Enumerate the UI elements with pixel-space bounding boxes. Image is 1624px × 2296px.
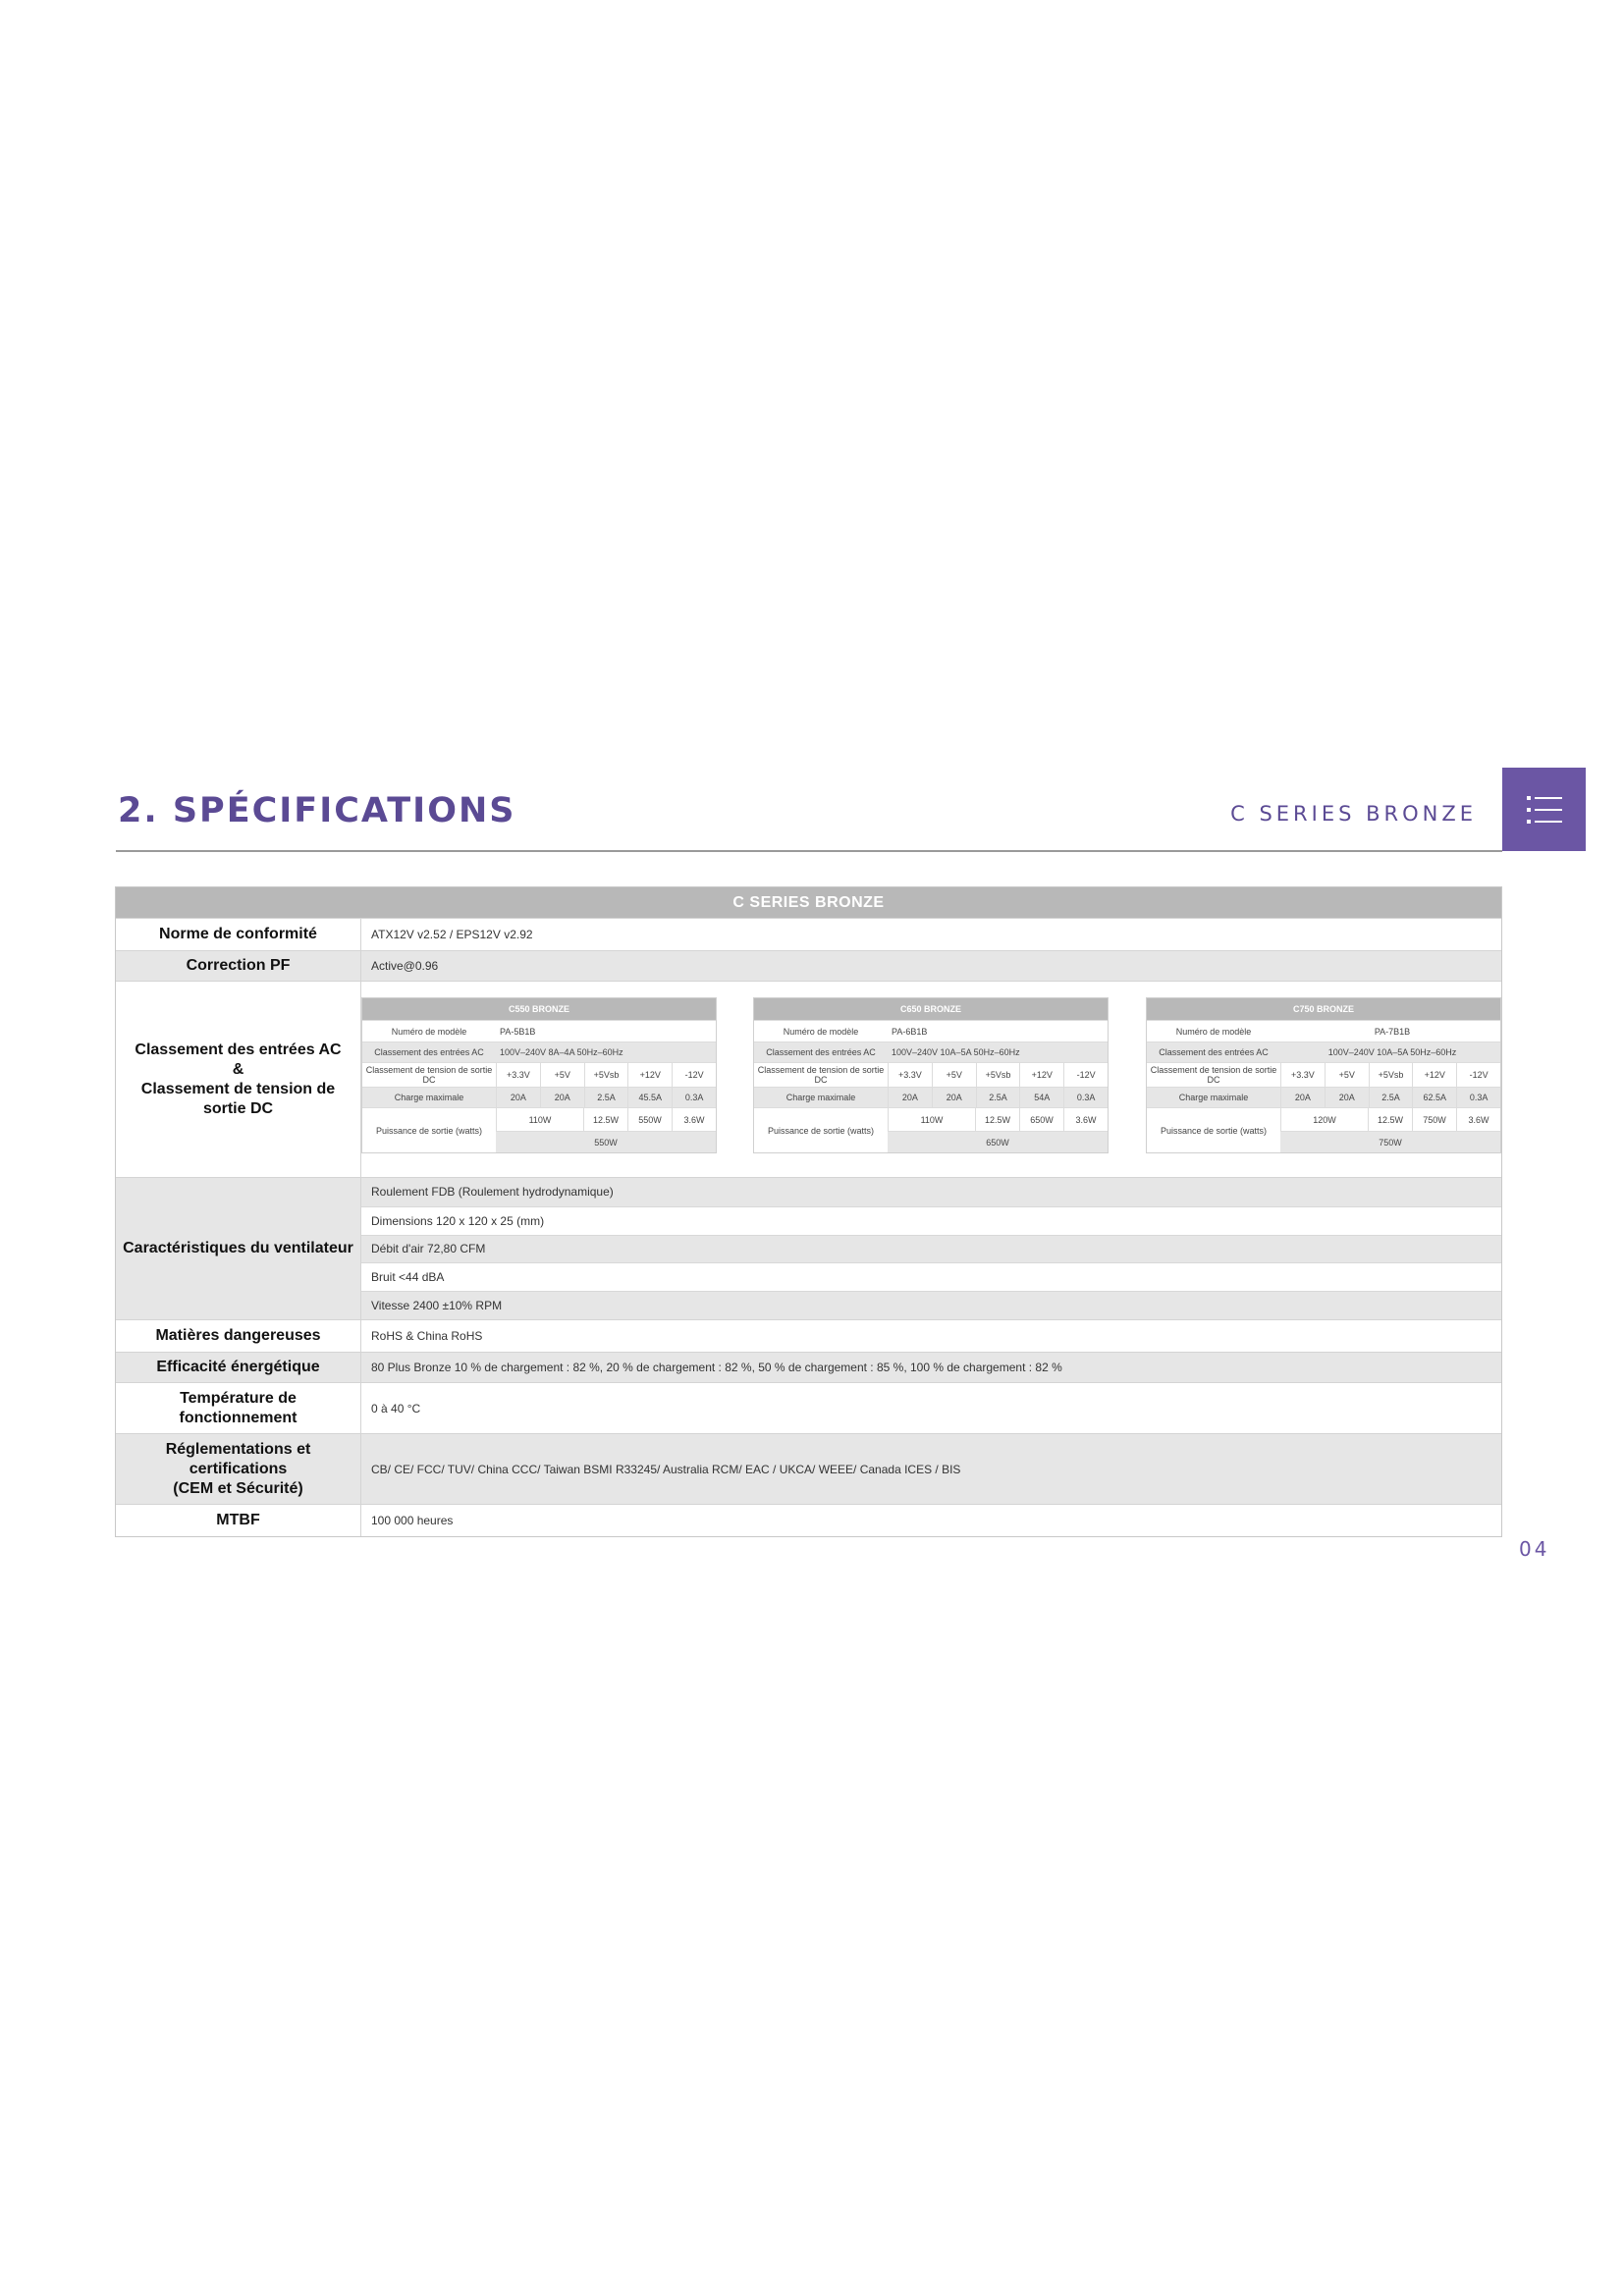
model-number-value: PA-7B1B xyxy=(1374,1026,1411,1037)
matieres-label: Matières dangereuses xyxy=(116,1320,361,1352)
voltage-cell: +3.3V xyxy=(496,1063,540,1087)
load-cell: 20A xyxy=(496,1088,540,1107)
ac-row xyxy=(1147,1041,1500,1062)
voltage-cell: +5Vsb xyxy=(1369,1063,1413,1087)
reglementations-label xyxy=(116,1434,361,1504)
model-number-value: PA-6B1B xyxy=(892,1026,928,1037)
power-cell: 3.6W xyxy=(1063,1108,1108,1131)
load-cell: 20A xyxy=(888,1088,932,1107)
reglementations-label-line1: Réglementations et certifications xyxy=(165,1440,311,1477)
dc-label: Classement de tension de sortie DC xyxy=(1150,1065,1277,1085)
classement-label-line2: & xyxy=(232,1060,244,1078)
power-cell: 110W xyxy=(496,1108,583,1131)
model-header: C550 BRONZE xyxy=(362,998,716,1020)
row-temperature xyxy=(116,1382,1501,1433)
title-rule xyxy=(116,850,1502,852)
classement-label-line1: Classement des entrées AC xyxy=(135,1041,342,1058)
power-cell: 550W xyxy=(627,1108,672,1131)
row-reglementations xyxy=(116,1433,1501,1504)
load-cell: 0.3A xyxy=(672,1088,716,1107)
list-icon xyxy=(1524,789,1565,830)
total-power: 650W xyxy=(888,1131,1108,1152)
pf-label: Correction PF xyxy=(116,951,361,981)
menu-button[interactable] xyxy=(1502,768,1586,851)
voltage-cell: -12V xyxy=(1456,1063,1500,1087)
ac-value: 100V–240V 8A–4A 50Hz–60Hz xyxy=(500,1047,623,1057)
efficacite-value: 80 Plus Bronze 10 % de chargement : 82 %, 20 % de chargement : 82 %, 50 % de chargement : 85 %, 100 % de chargement : 82 % xyxy=(371,1361,1062,1374)
temperature-value: 0 à 40 °C xyxy=(371,1401,421,1415)
dc-label: Classement de tension de sortie DC xyxy=(365,1065,493,1085)
model-header: C750 BRONZE xyxy=(1147,998,1500,1020)
reglementations-label-line2: (CEM et Sécurité) xyxy=(173,1479,303,1497)
total-power: 750W xyxy=(1280,1131,1500,1152)
load-cell: 62.5A xyxy=(1412,1088,1456,1107)
voltage-cell: +5V xyxy=(1325,1063,1369,1087)
power-cell: 3.6W xyxy=(672,1108,716,1131)
temperature-label: Température de fonctionnement xyxy=(116,1383,361,1433)
table-title: C SERIES BRONZE xyxy=(116,887,1501,918)
row-norme xyxy=(116,918,1501,950)
norme-label: Norme de conformité xyxy=(116,919,361,950)
ac-value: 100V–240V 10A–5A 50Hz–60Hz xyxy=(892,1047,1020,1057)
fan-airflow: Débit d'air 72,80 CFM xyxy=(361,1235,1501,1263)
ac-value: 100V–240V 10A–5A 50Hz–60Hz xyxy=(1327,1047,1457,1057)
voltage-cell: +5V xyxy=(540,1063,584,1087)
ac-row xyxy=(754,1041,1108,1062)
power-cell: 110W xyxy=(888,1108,975,1131)
pf-value: Active@0.96 xyxy=(371,959,439,973)
classement-label-line3: Classement de tension de sortie DC xyxy=(140,1080,336,1117)
voltage-cell: +5V xyxy=(932,1063,976,1087)
voltage-cell: +3.3V xyxy=(1280,1063,1325,1087)
fan-speed: Vitesse 2400 ±10% RPM xyxy=(361,1291,1501,1319)
power-cell: 12.5W xyxy=(1368,1108,1412,1131)
dc-row xyxy=(754,1062,1108,1087)
dc-row xyxy=(1147,1062,1500,1087)
model-table-c550 xyxy=(361,997,717,1153)
power-cell: 650W xyxy=(1019,1108,1063,1131)
load-cell: 20A xyxy=(540,1088,584,1107)
power-row xyxy=(362,1107,716,1152)
series-label: C SERIES BRONZE xyxy=(1230,802,1477,826)
load-cell: 45.5A xyxy=(627,1088,672,1107)
voltage-cell: -12V xyxy=(1063,1063,1108,1087)
fan-bearing: Roulement FDB (Roulement hydrodynamique) xyxy=(361,1178,1501,1206)
voltage-cell: +12V xyxy=(1019,1063,1063,1087)
load-cell: 20A xyxy=(1325,1088,1369,1107)
efficacite-label: Efficacité énergétique xyxy=(116,1353,361,1382)
power-label: Puissance de sortie (watts) xyxy=(375,1125,483,1136)
load-row xyxy=(1147,1087,1500,1107)
power-cell: 3.6W xyxy=(1456,1108,1500,1131)
load-label: Charge maximale xyxy=(1178,1093,1249,1102)
classement-label xyxy=(116,982,361,1177)
spec-table xyxy=(115,886,1502,1537)
reglementations-value: CB/ CE/ FCC/ TUV/ China CCC/ Taiwan BSMI R33245/ Australia RCM/ EAC / UKCA/ WEEE/ Canada ICES / BIS xyxy=(371,1462,961,1476)
model-number-label: Numéro de modèle xyxy=(391,1026,467,1037)
classement-value xyxy=(361,982,1501,1177)
load-cell: 54A xyxy=(1019,1088,1063,1107)
power-cell: 12.5W xyxy=(975,1108,1019,1131)
fan-noise: Bruit <44 dBA xyxy=(361,1262,1501,1291)
norme-value: ATX12V v2.52 / EPS12V v2.92 xyxy=(371,928,533,941)
row-classement xyxy=(116,981,1501,1177)
load-cell: 2.5A xyxy=(1369,1088,1413,1107)
model-table-c650 xyxy=(753,997,1109,1153)
matieres-value: RoHS & China RoHS xyxy=(371,1329,483,1343)
load-cell: 20A xyxy=(932,1088,976,1107)
load-cell: 0.3A xyxy=(1063,1088,1108,1107)
ventilateur-value xyxy=(361,1178,1501,1319)
row-pf xyxy=(116,950,1501,981)
dc-row xyxy=(362,1062,716,1087)
model-table-c750 xyxy=(1146,997,1501,1153)
voltage-cell: +3.3V xyxy=(888,1063,932,1087)
load-row xyxy=(362,1087,716,1107)
voltage-cell: -12V xyxy=(672,1063,716,1087)
model-header: C650 BRONZE xyxy=(754,998,1108,1020)
power-cell: 120W xyxy=(1280,1108,1368,1131)
model-number-row xyxy=(754,1020,1108,1041)
mtbf-value: 100 000 heures xyxy=(371,1514,454,1527)
fan-dimensions: Dimensions 120 x 120 x 25 (mm) xyxy=(361,1206,1501,1235)
power-cell: 750W xyxy=(1412,1108,1456,1131)
model-number-value: PA-5B1B xyxy=(500,1026,536,1037)
ac-row xyxy=(362,1041,716,1062)
model-number-row xyxy=(1147,1020,1500,1041)
mtbf-label: MTBF xyxy=(116,1505,361,1536)
ac-label: Classement des entrées AC xyxy=(1159,1047,1269,1057)
voltage-cell: +12V xyxy=(627,1063,672,1087)
load-cell: 20A xyxy=(1280,1088,1325,1107)
row-efficacite xyxy=(116,1352,1501,1382)
ventilateur-label: Caractéristiques du ventilateur xyxy=(116,1178,361,1319)
power-row xyxy=(1147,1107,1500,1152)
dc-label: Classement de tension de sortie DC xyxy=(757,1065,885,1085)
voltage-cell: +5Vsb xyxy=(976,1063,1020,1087)
ac-label: Classement des entrées AC xyxy=(766,1047,876,1057)
load-cell: 0.3A xyxy=(1456,1088,1500,1107)
total-power: 550W xyxy=(496,1131,716,1152)
voltage-cell: +5Vsb xyxy=(584,1063,628,1087)
power-label: Puissance de sortie (watts) xyxy=(767,1125,875,1136)
load-cell: 2.5A xyxy=(584,1088,628,1107)
model-number-row xyxy=(362,1020,716,1041)
power-row xyxy=(754,1107,1108,1152)
page-number: 04 xyxy=(1519,1537,1550,1561)
power-cell: 12.5W xyxy=(583,1108,627,1131)
row-matieres xyxy=(116,1319,1501,1352)
ac-label: Classement des entrées AC xyxy=(374,1047,484,1057)
load-label: Charge maximale xyxy=(785,1093,856,1102)
model-number-label: Numéro de modèle xyxy=(783,1026,859,1037)
power-label: Puissance de sortie (watts) xyxy=(1160,1125,1268,1136)
model-number-label: Numéro de modèle xyxy=(1175,1026,1252,1037)
load-label: Charge maximale xyxy=(394,1093,464,1102)
load-cell: 2.5A xyxy=(976,1088,1020,1107)
page-title: 2. SPÉCIFICATIONS xyxy=(118,791,516,830)
row-ventilateur xyxy=(116,1177,1501,1319)
voltage-cell: +12V xyxy=(1412,1063,1456,1087)
load-row xyxy=(754,1087,1108,1107)
row-mtbf xyxy=(116,1504,1501,1536)
